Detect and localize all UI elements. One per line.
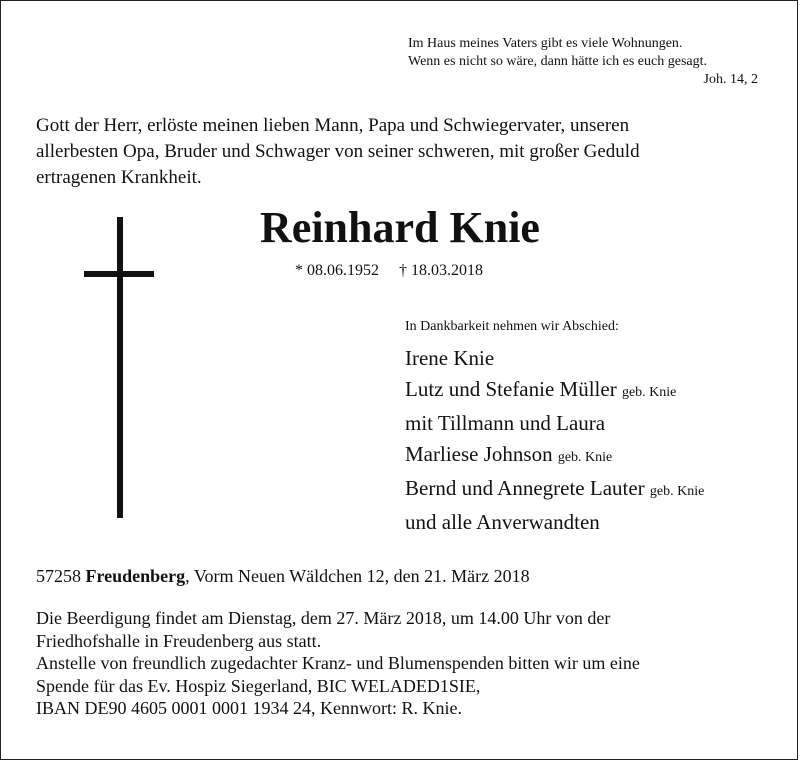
death-date: † 18.03.2018 — [399, 262, 483, 279]
address-rest: , Vorm Neuen Wäldchen 12, den 21. März 2018 — [185, 566, 530, 586]
donation-line-1: Anstelle von freundlich zugedachter Kranz- und Blumenspenden bitten wir um eine — [36, 653, 640, 673]
mourner-entry: Irene Knie — [405, 346, 495, 370]
verse-line-1: Im Haus meines Vaters gibt es viele Wohnungen. — [408, 36, 683, 51]
life-dates — [295, 260, 483, 282]
funeral-details — [36, 607, 766, 720]
birth-date: * 08.06.1952 — [295, 262, 379, 279]
maiden-name: geb. Knie — [649, 484, 705, 499]
intro-text — [36, 113, 736, 191]
city: Freudenberg — [85, 566, 186, 586]
donation-line-2: Spende für das Ev. Hospiz Siegerland, BIC WELADED1SIE, — [36, 675, 481, 696]
intro-line-3: ertragenen Krankheit. — [36, 167, 202, 188]
donation-line-3: IBAN DE90 4605 0001 0001 1934 24, Kennwort: R. Knie. — [36, 698, 462, 718]
cross-icon-bar — [84, 271, 154, 277]
funeral-line-1: Die Beerdigung findet am Dienstag, dem 27. März 2018, um 14.00 Uhr von der — [36, 608, 611, 628]
mourners-list — [405, 317, 785, 538]
mourner-entry: Bernd und Annegrete Lauter geb. Knie — [405, 476, 705, 500]
intro-line-1: Gott der Herr, erlöste meinen lieben Mann, Papa und Schwiegervater, unseren — [36, 115, 630, 136]
mourner-entry: Marliese Johnson geb. Knie — [405, 442, 613, 466]
verse-line-2: Wenn es nicht so wäre, dann hätte ich es euch gesagt. — [408, 54, 707, 69]
bible-verse — [408, 35, 760, 89]
maiden-name: geb. Knie — [557, 450, 613, 465]
funeral-line-2: Friedhofshalle in Freudenberg aus statt. — [36, 630, 322, 651]
verse-reference: Joh. 14, 2 — [703, 72, 758, 87]
cross-icon — [117, 217, 123, 518]
address-line — [36, 563, 530, 589]
mourner-entry: mit Tillmann und Laura — [405, 411, 606, 435]
mourner-entry: und alle Anverwandten — [405, 510, 600, 534]
maiden-name: geb. Knie — [621, 385, 677, 400]
mourner-entry: Lutz und Stefanie Müller geb. Knie — [405, 377, 677, 401]
deceased-name: Reinhard Knie — [260, 203, 540, 252]
intro-line-2: allerbesten Opa, Bruder und Schwager von seiner schweren, mit großer Geduld — [36, 141, 640, 162]
postcode: 57258 — [36, 566, 81, 586]
mourners-lead: In Dankbarkeit nehmen wir Abschied: — [405, 319, 619, 334]
